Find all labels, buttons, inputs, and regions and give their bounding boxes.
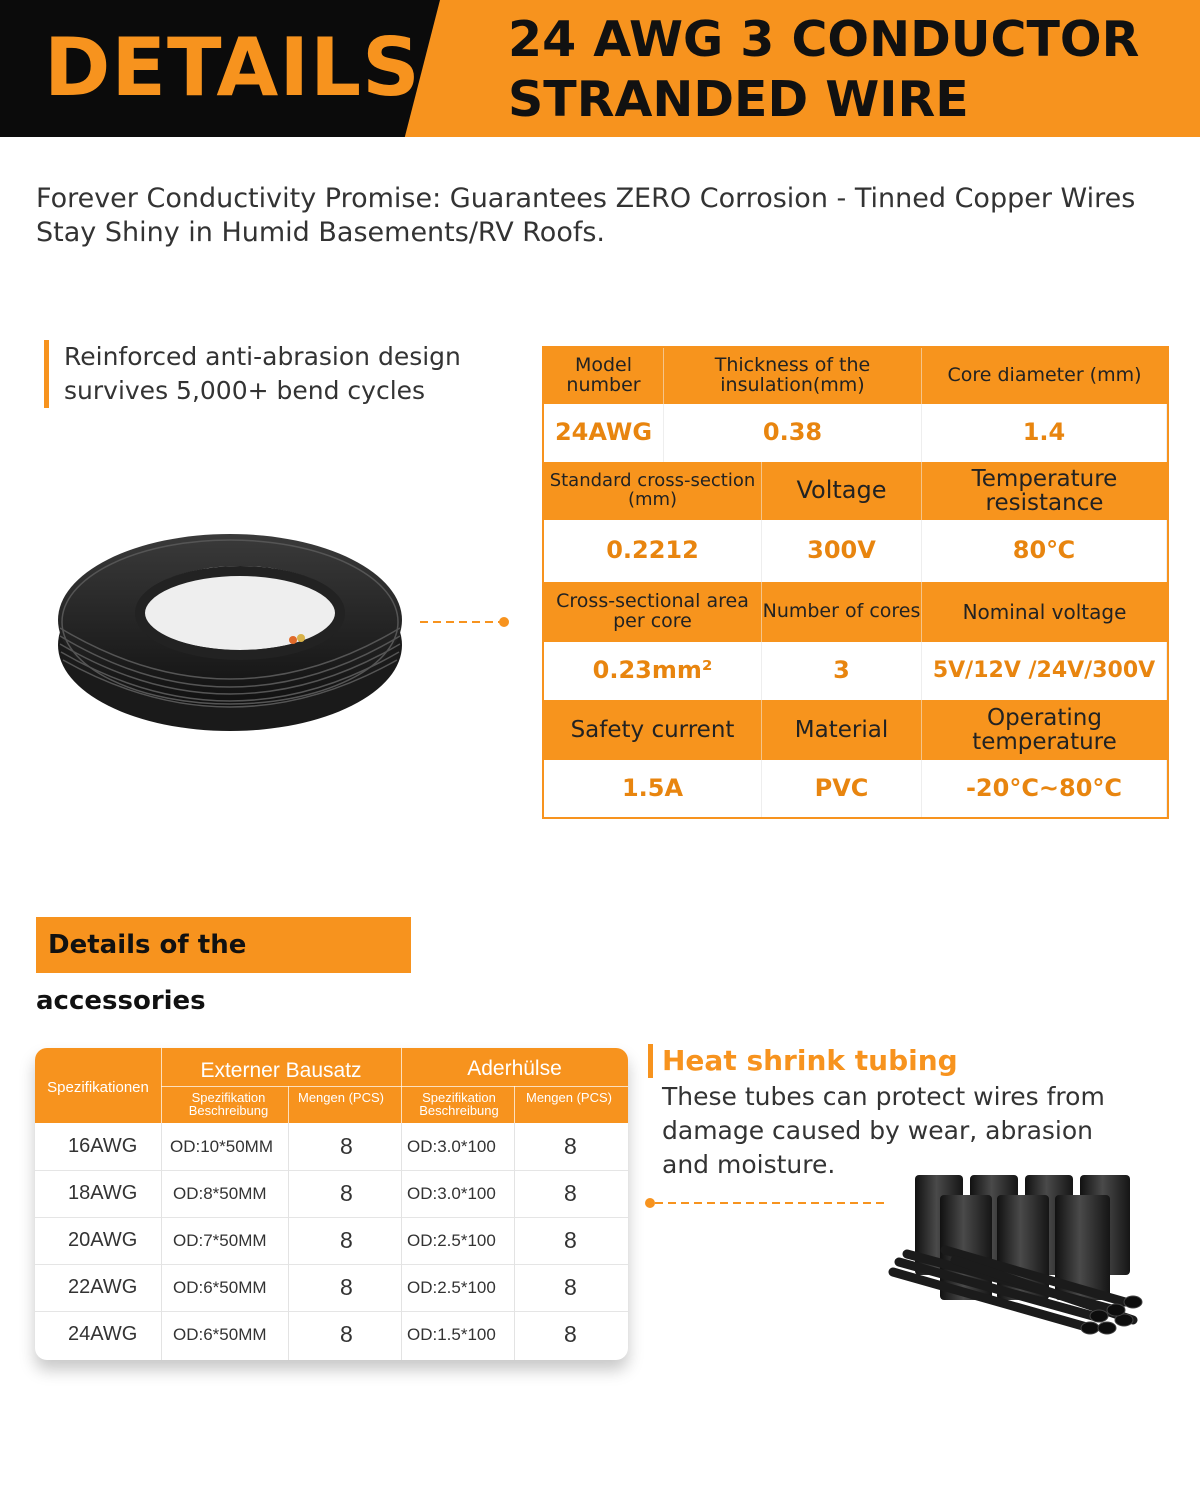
column-divider [288,1123,289,1360]
header-ader-qty: Mengen (PCS) [526,1090,612,1105]
spec-value-voltage: 300V [762,520,922,582]
spec-value-operating-temp: -20°C~80°C [922,760,1167,817]
reel-leader-line [420,615,510,629]
header-divider [161,1086,628,1087]
header-banner [0,0,1200,137]
spec-header-row-2 [544,462,1167,520]
spec-header-row-1 [544,348,1167,404]
heat-shrink-callout [648,1044,1118,1182]
spec-header-operating-temp: Operating temperature [972,704,1117,755]
row-ader-qty: 8 [564,1274,577,1300]
spec-header-core-diameter: Core diameter (mm) [947,364,1142,387]
row-ext-qty: 8 [340,1180,353,1206]
reinforced-callout [44,340,484,408]
spec-value-cross-section: 0.2212 [544,520,762,582]
spec-value-row-1 [544,404,1167,462]
row-spec: 18AWG [68,1182,138,1204]
wire-reel-image [55,520,405,735]
reinforced-line2: survives 5,000+ bend cycles [64,376,426,405]
spec-header-model: Model number [544,348,664,404]
product-title-line2: STRANDED WIRE [508,71,969,128]
column-divider [514,1123,515,1360]
spec-header-nominal-voltage: Nominal voltage [962,599,1127,624]
heat-shrink-description: These tubes can protect wires from damage caused by wear, abrasion and moisture. [662,1082,1105,1179]
details-badge: DETAILS [44,21,421,114]
row-ader-qty: 8 [564,1321,577,1347]
spec-value-row-4 [544,760,1167,817]
row-ader-desc: OD:3.0*100 [407,1184,496,1203]
row-ader-qty: 8 [564,1180,577,1206]
row-ader-qty: 8 [564,1133,577,1159]
header-ext-qty: Mengen (PCS) [298,1090,384,1105]
spec-value-insulation: 0.38 [664,404,922,462]
row-ader-desc: OD:2.5*100 [407,1278,496,1297]
row-ext-desc: OD:7*50MM [173,1231,267,1250]
spec-value-row-2 [544,520,1167,582]
spec-value-safety-current: 1.5A [544,760,762,817]
header-divider [514,1086,515,1123]
spec-header-temperature: Temperature resistance [971,465,1118,516]
table-row [35,1123,628,1171]
header-aderhulse: Aderhülse [467,1057,562,1080]
row-ader-desc: OD:1.5*100 [407,1325,496,1344]
table-row [35,1217,628,1265]
row-ext-desc: OD:6*50MM [173,1325,267,1344]
row-ext-qty: 8 [340,1274,353,1300]
accessories-title: Details of the accessories [36,917,411,973]
spec-header-insulation: Thickness of the insulation(mm) [664,348,922,404]
promise-text: Forever Conductivity Promise: Guarantees ZERO Corrosion - Tinned Copper Wires Stay Shiny in Humid Basements/RV Roofs. [36,183,1136,248]
reinforced-line1: Reinforced anti-abrasion design [64,342,461,371]
row-ext-qty: 8 [340,1321,353,1347]
header-spezifikationen: Spezifikationen [47,1079,149,1096]
table-row [35,1311,628,1358]
spec-value-core-diameter: 1.4 [922,404,1167,462]
spec-value-material: PVC [762,760,922,817]
spec-header-cores: Number of cores [762,582,922,642]
column-divider [401,1123,402,1360]
spec-value-cores: 3 [762,642,922,700]
spec-value-row-3 [544,642,1167,700]
row-ext-desc: OD:8*50MM [173,1184,267,1203]
row-spec: 22AWG [68,1276,138,1298]
row-spec: 20AWG [68,1229,138,1251]
spec-value-nominal-voltage: 5V/12V /24V/300V [922,642,1167,700]
spec-value-temperature: 80℃ [922,520,1167,582]
row-spec: 16AWG [68,1135,138,1157]
row-ader-desc: OD:2.5*100 [407,1231,496,1250]
spec-header-area-per-core: Cross-sectional area per core [544,582,762,642]
row-ext-qty: 8 [340,1227,353,1253]
spec-value-model: 24AWG [544,404,664,462]
spec-header-cross-section: Standard cross-section (mm) [544,462,762,520]
header-ader-desc: Spezifikation Beschreibung [419,1090,499,1118]
row-ext-desc: OD:10*50MM [170,1137,273,1156]
accessories-table-header [35,1048,628,1123]
row-ext-desc: OD:6*50MM [173,1278,267,1297]
table-row [35,1264,628,1312]
spec-header-material: Material [762,700,922,760]
header-externer-bausatz: Externer Bausatz [200,1059,362,1082]
header-divider [288,1086,289,1123]
row-ader-qty: 8 [564,1227,577,1253]
spec-header-row-4 [544,700,1167,760]
row-spec: 24AWG [68,1323,138,1345]
product-title [508,10,1168,130]
accessories-table [35,1048,628,1360]
header-ext-desc: Spezifikation Beschreibung [188,1090,269,1118]
table-row [35,1170,628,1218]
spec-value-area-per-core: 0.23mm² [544,642,762,700]
spec-header-safety-current: Safety current [544,700,762,760]
tubing-leader-line [643,1196,893,1210]
row-ext-qty: 8 [340,1133,353,1159]
row-ader-desc: OD:3.0*100 [407,1137,496,1156]
spec-header-voltage: Voltage [762,462,922,520]
heat-shrink-title: Heat shrink tubing [648,1044,1118,1078]
product-title-line1: 24 AWG 3 CONDUCTOR [508,11,1140,68]
spec-table [542,346,1169,819]
column-divider [161,1123,162,1360]
spec-header-row-3 [544,582,1167,642]
heat-shrink-tubes-image [885,1170,1145,1350]
